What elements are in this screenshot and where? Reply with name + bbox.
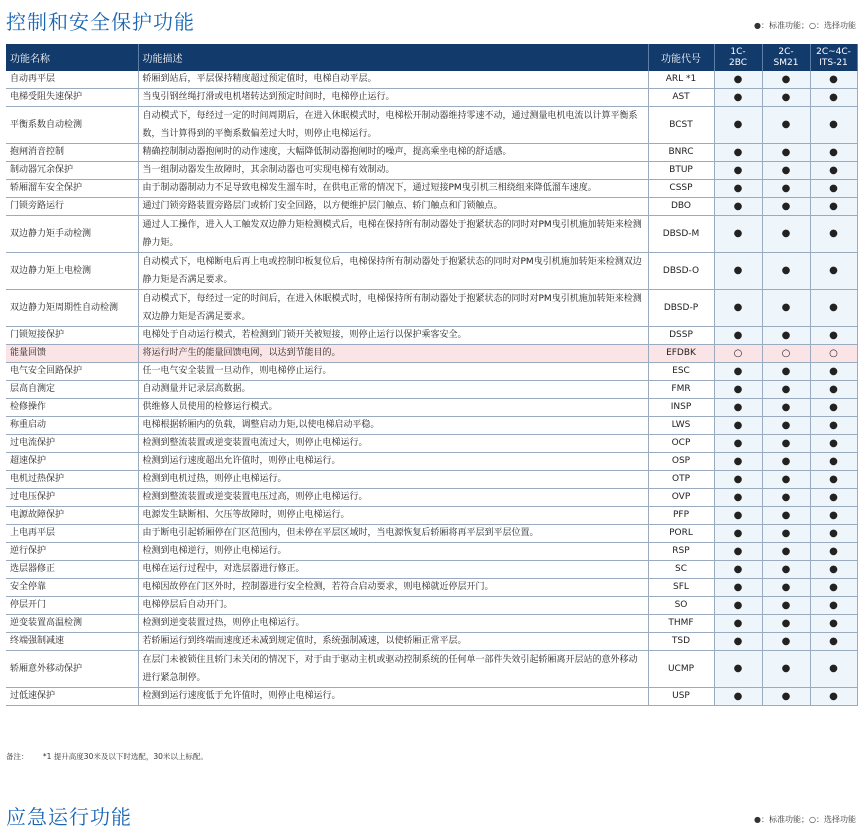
function-code-cell: UCMP [648,651,714,688]
function-description-cell: 检测到整流装置或逆变装置电流过大，则停止电梯运行。 [138,435,648,453]
model-2c-sm21-cell: ● [762,107,810,144]
function-code-cell: PORL [648,525,714,543]
table-row [6,633,857,651]
function-description-cell: 当一组制动器发生故障时，其余制动器也可实现电梯有效制动。 [138,162,648,180]
model-2c-sm21-cell: ● [762,633,810,651]
table-row [6,399,857,417]
model-1c-2bc-cell: ● [714,417,762,435]
model-1c-2bc-cell: ● [714,688,762,706]
model-2c4c-its21-cell: ● [810,381,857,399]
model-1c-2bc-cell: ● [714,162,762,180]
header-model-2c-sm21 [762,44,810,71]
function-description-cell: 电梯因故停在门区外时，控制器进行安全检测，若符合启动要求，则电梯就近停层开门。 [138,579,648,597]
model-2c4c-its21-cell: ● [810,363,857,381]
table-row [6,471,857,489]
function-name-cell: 轿厢溜车安全保护 [6,180,138,198]
model-1c-2bc-cell: ● [714,561,762,579]
function-code-cell: CSSP [648,180,714,198]
model-1c-2bc-cell: ● [714,216,762,253]
function-description-cell: 电梯处于自动运行模式，若检测到门锁开关被短接，则停止运行以保护乘客安全。 [138,327,648,345]
function-name-cell: 抱闸消音控制 [6,144,138,162]
function-description-cell: 检测到运行速度低于允许值时，则停止电梯运行。 [138,688,648,706]
table-row [6,107,857,144]
table-row [6,489,857,507]
model-2c-sm21-cell: ● [762,162,810,180]
model-1c-2bc-cell: ● [714,453,762,471]
table-row [6,525,857,543]
function-name-cell: 过电压保护 [6,489,138,507]
model-2c-sm21-cell: ● [762,507,810,525]
table-header-row [6,44,857,71]
function-description-cell: 精确控制制动器抱闸时的动作速度，大幅降低制动器抱闸时的噪声，提高乘坐电梯的舒适感。 [138,144,648,162]
table-body [6,71,857,706]
header-model-2c-sm21-line1: 2C- [778,46,794,57]
function-description-cell: 检测到运行速度超出允许值时，则停止电梯运行。 [138,453,648,471]
model-2c4c-its21-cell: ● [810,597,857,615]
function-description-cell: 自动模式下，每经过一定的时间后，在进入休眠模式时，电梯保持所有制动器处于抱紧状态的同时对PM曳引机施加转矩来检测双边静力矩是否满足要求。 [138,290,648,327]
table-row [6,507,857,525]
model-2c4c-its21-cell: ● [810,417,857,435]
model-2c4c-its21-cell: ● [810,198,857,216]
function-description-cell: 供维修人员使用的检修运行模式。 [138,399,648,417]
header-model-1c-2bc [714,44,762,71]
model-2c4c-its21-cell: ● [810,180,857,198]
model-2c-sm21-cell: ● [762,453,810,471]
model-1c-2bc-cell: ● [714,471,762,489]
function-code-cell: THMF [648,615,714,633]
model-2c-sm21-cell: ● [762,253,810,290]
function-code-cell: USP [648,688,714,706]
function-name-cell: 双边静力矩上电检测 [6,253,138,290]
function-description-cell: 任一电气安全装置一旦动作，则电梯停止运行。 [138,363,648,381]
table-row [6,162,857,180]
model-2c4c-its21-cell: ● [810,688,857,706]
function-name-cell: 检修操作 [6,399,138,417]
function-code-cell: AST [648,89,714,107]
model-1c-2bc-cell: ● [714,507,762,525]
footnote-text: *1 提升高度30米及以下时选配，30米以上标配。 [42,752,208,761]
model-1c-2bc-cell: ● [714,435,762,453]
function-name-cell: 双边静力矩手动检测 [6,216,138,253]
model-1c-2bc-cell: ● [714,651,762,688]
function-description-cell: 将运行时产生的能量回馈电网，以达到节能目的。 [138,345,648,363]
table-row [6,71,857,89]
function-description-cell: 自动模式下，每经过一定的时间周期后，在进入休眠模式时，电梯松开制动器维持零速不动，通过测量电机电流以计算平衡系数，当计算得到的平衡系数偏差过大时，则停止电梯运行。 [138,107,648,144]
model-2c-sm21-cell: ● [762,363,810,381]
function-description-cell: 若轿厢运行到终端而速度还未减到规定值时，系统强制减速，以使轿厢正常平层。 [138,633,648,651]
function-description-cell: 电梯在运行过程中，对选层器进行修正。 [138,561,648,579]
model-2c-sm21-cell: ● [762,543,810,561]
header-model-2c4c-its21 [810,44,857,71]
model-2c-sm21-cell: ● [762,615,810,633]
model-2c-sm21-cell: ● [762,417,810,435]
legend-standard-optional-2: ●：标准功能；○：选择功能 [754,815,856,824]
function-code-cell: LWS [648,417,714,435]
model-2c4c-its21-cell: ● [810,453,857,471]
function-code-cell: PFP [648,507,714,525]
model-2c4c-its21-cell: ● [810,489,857,507]
model-1c-2bc-cell: ● [714,89,762,107]
function-code-cell: RSP [648,543,714,561]
model-2c4c-its21-cell: ● [810,71,857,89]
table-row [6,180,857,198]
header-function-code: 功能代号 [648,44,714,71]
model-1c-2bc-cell: ● [714,489,762,507]
table-row [6,579,857,597]
function-name-cell: 电机过热保护 [6,471,138,489]
function-code-cell: EFDBK [648,345,714,363]
function-name-cell: 超速保护 [6,453,138,471]
model-2c4c-its21-cell: ● [810,290,857,327]
function-name-cell: 终端强制减速 [6,633,138,651]
model-2c-sm21-cell: ● [762,579,810,597]
function-name-cell: 逆变装置高温检测 [6,615,138,633]
model-2c4c-its21-cell: ● [810,507,857,525]
model-1c-2bc-cell: ● [714,615,762,633]
model-2c-sm21-cell: ● [762,89,810,107]
model-1c-2bc-cell: ● [714,543,762,561]
table-row [6,597,857,615]
function-description-cell: 检测到逆变装置过热，则停止电梯运行。 [138,615,648,633]
function-name-cell: 门锁旁路运行 [6,198,138,216]
header-model-2c4c-its21-line2: ITS-21 [819,57,848,68]
header-model-2c4c-its21-line1: 2C~4C- [816,46,851,57]
model-2c4c-its21-cell: ● [810,633,857,651]
table-row [6,417,857,435]
header-model-1c-2bc-line2: 2BC [728,57,748,68]
model-2c-sm21-cell: ● [762,597,810,615]
function-code-cell: ARL *1 [648,71,714,89]
model-2c4c-its21-cell: ● [810,89,857,107]
function-code-cell: SO [648,597,714,615]
model-2c-sm21-cell: ● [762,327,810,345]
model-2c4c-its21-cell: ● [810,107,857,144]
function-code-cell: DSSP [648,327,714,345]
model-2c-sm21-cell: ● [762,561,810,579]
function-description-cell: 由于断电引起轿厢停在门区范围内，但未停在平层区域时，当电源恢复后轿厢将再平层到平层位置。 [138,525,648,543]
function-code-cell: BNRC [648,144,714,162]
legend-standard-optional: ●：标准功能；○：选择功能 [754,21,856,30]
table-row [6,327,857,345]
function-name-cell: 逆行保护 [6,543,138,561]
function-description-cell: 通过门锁旁路装置旁路层门或轿门安全回路，以方便维护层门触点、轿门触点和门锁触点。 [138,198,648,216]
section-title-control-safety: 控制和安全保护功能 [6,10,195,34]
function-code-cell: DBSD-M [648,216,714,253]
function-code-cell: BCST [648,107,714,144]
model-2c4c-its21-cell: ● [810,471,857,489]
model-1c-2bc-cell: ● [714,633,762,651]
table-row [6,89,857,107]
model-1c-2bc-cell: ● [714,71,762,89]
model-2c4c-its21-cell: ● [810,253,857,290]
table-row [6,253,857,290]
function-code-cell: ESC [648,363,714,381]
function-name-cell: 平衡系数自动检测 [6,107,138,144]
model-2c-sm21-cell: ● [762,381,810,399]
function-code-cell: DBO [648,198,714,216]
table-row [6,198,857,216]
function-description-cell: 检测到电机过热，则停止电梯运行。 [138,471,648,489]
function-name-cell: 门锁短接保护 [6,327,138,345]
table-row [6,216,857,253]
model-2c4c-its21-cell: ● [810,561,857,579]
model-1c-2bc-cell: ● [714,327,762,345]
function-name-cell: 过低速保护 [6,688,138,706]
function-code-cell: SFL [648,579,714,597]
model-2c-sm21-cell: ● [762,180,810,198]
function-description-cell: 检测到电梯逆行，则停止电梯运行。 [138,543,648,561]
function-description-cell: 自动模式下，电梯断电后再上电或控制印板复位后，电梯保持所有制动器处于抱紧状态的同时对PM曳引机施加转矩来检测双边静力矩是否满足要求。 [138,253,648,290]
header-function-description: 功能描述 [138,44,648,71]
table-row [6,435,857,453]
header-model-1c-2bc-line1: 1C- [730,46,746,57]
model-1c-2bc-cell: ● [714,597,762,615]
function-name-cell: 能量回馈 [6,345,138,363]
model-2c4c-its21-cell: ● [810,651,857,688]
model-1c-2bc-cell: ● [714,525,762,543]
table-row [6,543,857,561]
function-name-cell: 电梯受阻失速保护 [6,89,138,107]
model-1c-2bc-cell: ● [714,381,762,399]
table-row [6,651,857,688]
function-name-cell: 制动器冗余保护 [6,162,138,180]
function-code-cell: TSD [648,633,714,651]
function-name-cell: 层高自测定 [6,381,138,399]
function-code-cell: FMR [648,381,714,399]
model-1c-2bc-cell: ● [714,363,762,381]
model-2c-sm21-cell: ● [762,489,810,507]
footnote [6,751,208,762]
header-function-name: 功能名称 [6,44,138,71]
table-row [6,144,857,162]
model-2c4c-its21-cell: ● [810,435,857,453]
model-2c-sm21-cell: ● [762,216,810,253]
function-name-cell: 选层器修正 [6,561,138,579]
model-2c4c-its21-cell: ● [810,144,857,162]
function-name-cell: 停层开门 [6,597,138,615]
function-code-cell: DBSD-P [648,290,714,327]
function-description-cell: 通过人工操作，进入人工触发双边静力矩检测模式后，电梯在保持所有制动器处于抱紧状态的同时对PM曳引机施加转矩来检测静力矩。 [138,216,648,253]
function-name-cell: 轿厢意外移动保护 [6,651,138,688]
function-name-cell: 安全停靠 [6,579,138,597]
model-2c4c-its21-cell: ● [810,162,857,180]
function-description-cell: 自动测量并记录层高数据。 [138,381,648,399]
function-description-cell: 当曳引钢丝绳打滑或电机堵转达到预定时间时，电梯停止运行。 [138,89,648,107]
model-2c-sm21-cell: ● [762,144,810,162]
model-1c-2bc-cell: ● [714,399,762,417]
function-description-cell: 轿厢到站后，平层保持精度超过预定值时，电梯自动平层。 [138,71,648,89]
model-2c-sm21-cell: ● [762,525,810,543]
function-name-cell: 电源故障保护 [6,507,138,525]
model-2c4c-its21-cell: ● [810,579,857,597]
model-1c-2bc-cell: ○ [714,345,762,363]
table-row [6,688,857,706]
model-2c-sm21-cell: ○ [762,345,810,363]
function-code-cell: SC [648,561,714,579]
model-1c-2bc-cell: ● [714,144,762,162]
function-name-cell: 电气安全回路保护 [6,363,138,381]
model-1c-2bc-cell: ● [714,253,762,290]
table-row [6,453,857,471]
model-2c-sm21-cell: ● [762,71,810,89]
model-2c4c-its21-cell: ● [810,327,857,345]
table-row [6,363,857,381]
function-description-cell: 电梯停层后自动开门。 [138,597,648,615]
function-code-cell: OCP [648,435,714,453]
model-1c-2bc-cell: ● [714,579,762,597]
model-2c4c-its21-cell: ● [810,615,857,633]
model-2c-sm21-cell: ● [762,651,810,688]
model-2c-sm21-cell: ● [762,290,810,327]
model-2c4c-its21-cell: ● [810,525,857,543]
model-2c-sm21-cell: ● [762,198,810,216]
function-code-cell: OTP [648,471,714,489]
model-1c-2bc-cell: ● [714,107,762,144]
function-description-cell: 电梯根据轿厢内的负载，调整启动力矩,以使电梯启动平稳。 [138,417,648,435]
model-2c4c-its21-cell: ● [810,399,857,417]
footnote-label: 备注： [6,752,29,761]
function-code-cell: OVP [648,489,714,507]
table-row [6,290,857,327]
table-row [6,381,857,399]
table-row [6,561,857,579]
function-name-cell: 自动再平层 [6,71,138,89]
table-row [6,345,857,363]
function-name-cell: 双边静力矩周期性自动检测 [6,290,138,327]
header-model-2c-sm21-line2: SM21 [773,57,799,68]
function-table [6,44,858,706]
model-2c-sm21-cell: ● [762,471,810,489]
table-row [6,615,857,633]
model-2c4c-its21-cell: ● [810,216,857,253]
model-1c-2bc-cell: ● [714,290,762,327]
model-2c4c-its21-cell: ● [810,543,857,561]
function-name-cell: 称重启动 [6,417,138,435]
model-2c-sm21-cell: ● [762,435,810,453]
function-code-cell: OSP [648,453,714,471]
function-description-cell: 电源发生缺断相、欠压等故障时，则停止电梯运行。 [138,507,648,525]
function-code-cell: BTUP [648,162,714,180]
function-code-cell: INSP [648,399,714,417]
model-2c-sm21-cell: ● [762,688,810,706]
function-name-cell: 上电再平层 [6,525,138,543]
model-2c-sm21-cell: ● [762,399,810,417]
function-name-cell: 过电流保护 [6,435,138,453]
section-title-emergency: 应急运行功能 [6,805,132,829]
model-1c-2bc-cell: ● [714,180,762,198]
function-description-cell: 由于制动器制动力不足导致电梯发生溜车时，在供电正常的情况下，通过短接PM曳引机三相绕组来降低溜车速度。 [138,180,648,198]
model-2c4c-its21-cell: ○ [810,345,857,363]
function-description-cell: 在层门未被锁住且轿门未关闭的情况下，对于由于驱动主机或驱动控制系统的任何单一部件失效引起轿厢离开层站的意外移动进行紧急制停。 [138,651,648,688]
model-1c-2bc-cell: ● [714,198,762,216]
function-code-cell: DBSD-O [648,253,714,290]
function-description-cell: 检测到整流装置或逆变装置电压过高，则停止电梯运行。 [138,489,648,507]
